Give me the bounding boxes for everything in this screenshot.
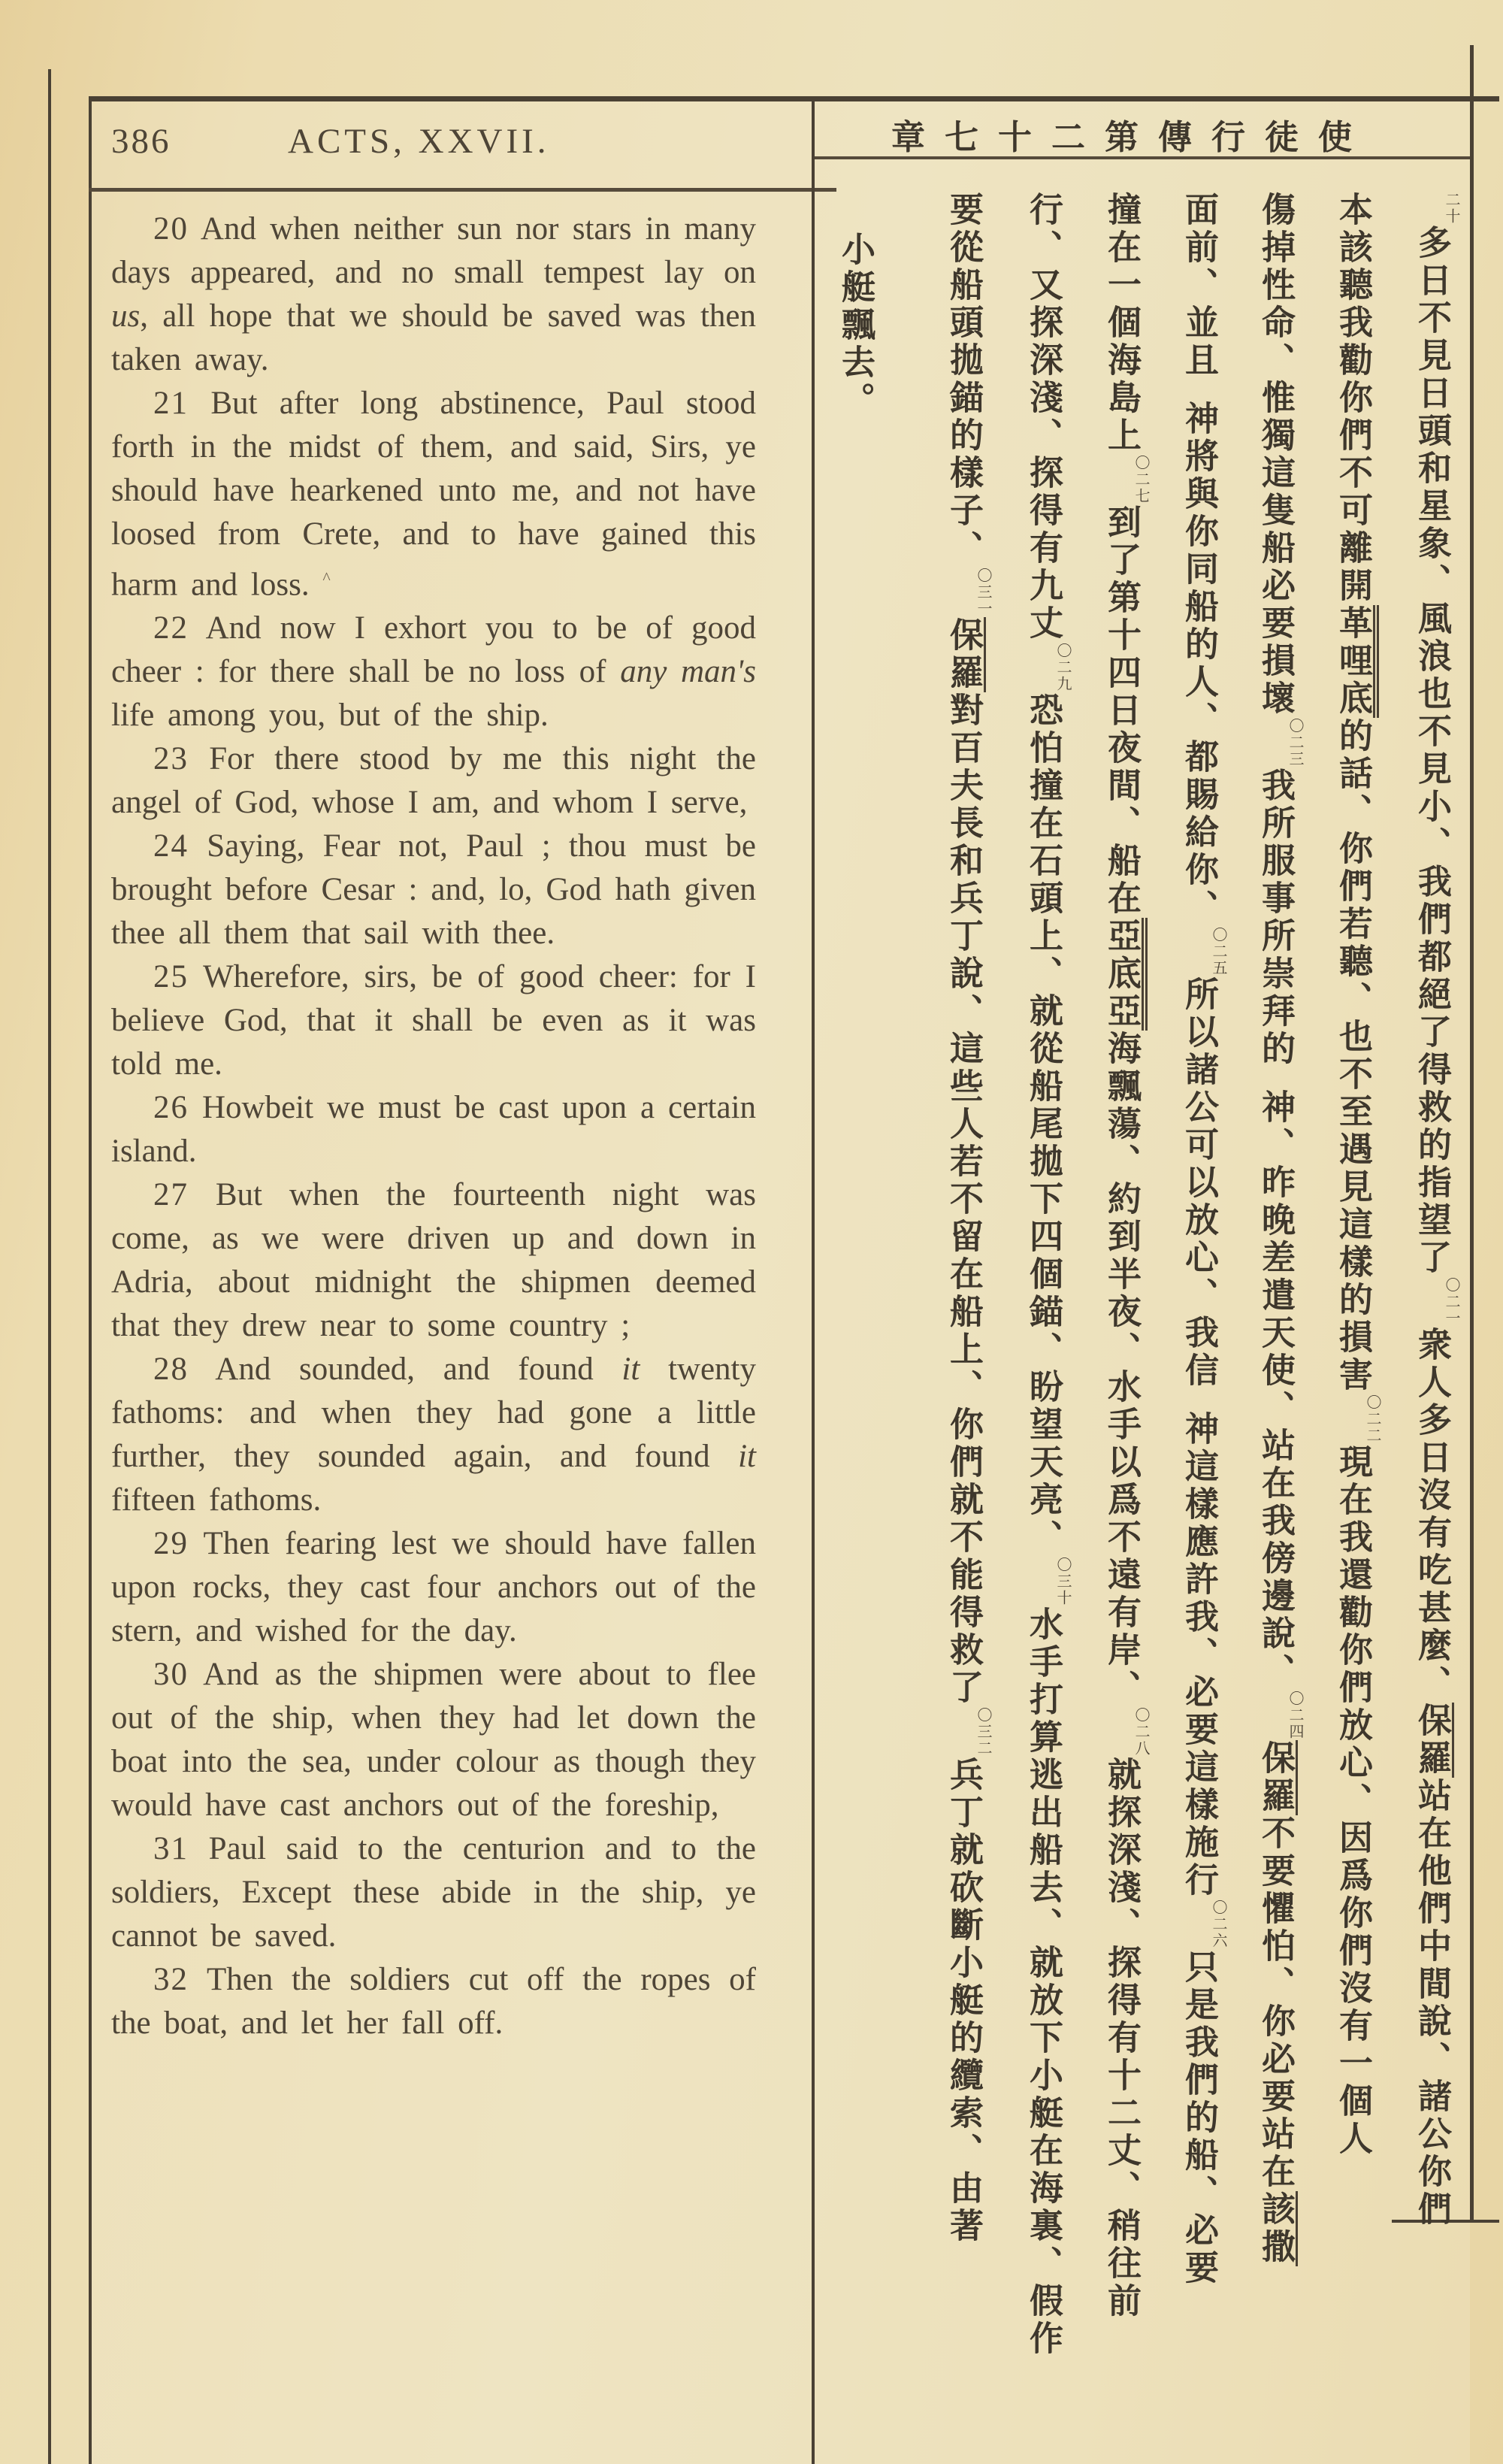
- chinese-text: 要從船頭拋錨的樣子、: [944, 192, 984, 568]
- proper-name: 保羅: [944, 617, 986, 692]
- chinese-text: 只是我們的船、必要: [1179, 1949, 1219, 2287]
- chinese-text: 水手打算逃出船去、就放下小艇在海裏、假作: [1024, 1606, 1063, 2358]
- verse-number: 23: [153, 741, 189, 777]
- verse-text: us: [111, 298, 141, 334]
- verse-number: 32: [153, 1962, 189, 1998]
- verse-number: 29: [153, 1526, 189, 1562]
- chinese-text: 不要懼怕、你必要站在: [1256, 1815, 1296, 2191]
- proper-name: 保羅: [1412, 1703, 1454, 1778]
- chinese-text: 神將與你同船的人、都賜給你、: [1179, 401, 1219, 927]
- verse-text: any man's: [620, 654, 756, 690]
- verse-text: And sounded, and found: [215, 1352, 622, 1388]
- chinese-text: 多日不見日頭和星象、風浪也不見小、我們都絕了得救的指望了: [1412, 225, 1452, 1277]
- chinese-text: 神、昨晚差遣天使、站在我傍邊說、: [1256, 1089, 1296, 1691]
- chinese-column-5: [1100, 192, 1151, 2320]
- verse-number: 31: [153, 1831, 189, 1867]
- verse-number: 24: [153, 828, 189, 864]
- chinese-column-1: [1411, 192, 1461, 2229]
- chinese-text: 神這樣應許我、必要這樣施行: [1179, 1411, 1219, 1899]
- chinese-column-2: [1332, 192, 1382, 2158]
- place-name: 革哩底: [1333, 605, 1379, 718]
- verse-text: , all hope that we should be saved was then taken away.: [111, 298, 756, 377]
- verse-marker: 〇二二: [1364, 1394, 1382, 1444]
- verse-text: And as the shipmen were about to flee out of the ship, when they had let down the boat into the sea, under colour as though they would have cast anchors out of the foreship,: [111, 1657, 756, 1824]
- chinese-text: 行、又探深淺、探得有九丈: [1024, 192, 1063, 643]
- verse-text: fifteen fathoms.: [111, 1482, 322, 1518]
- verse-number: 20: [153, 211, 189, 247]
- verse-marker: 二十: [1443, 192, 1461, 225]
- chinese-column-4: [1178, 192, 1228, 2287]
- chinese-text: 的話、你們若聽、也不至遇見這樣的損害: [1333, 718, 1373, 1394]
- chinese-text: 本該聽我勸你們不可離開: [1333, 192, 1373, 605]
- verse-text: And when neither sun nor stars in many days appeared, and no small tempest lay on: [111, 211, 756, 290]
- chinese-text: 海飄蕩、約到半夜、水手以爲不遠有岸、: [1102, 1031, 1142, 1707]
- chinese-text: 對百夫長和兵丁說、這些人若不留在船上、你們就不能得救了: [944, 692, 984, 1707]
- verse-marker: 〇二四: [1287, 1691, 1305, 1740]
- verse-text: Saying, Fear not, Paul ; thou must be brought before Cesar : and, lo, God hath given thee all them that sail with thee.: [111, 828, 757, 952]
- verse-text: Then the soldiers cut off the ropes of the boat, and let her fall off.: [111, 1962, 756, 2042]
- chinese-text: 恐怕撞在石頭上、就從船尾拋下四個錨、盼望天亮、: [1024, 692, 1063, 1557]
- verse-marker: 〇二九: [1054, 643, 1072, 692]
- chinese-column-8: [834, 232, 876, 419]
- verse-marker: 〇二三: [1287, 718, 1305, 767]
- verse-marker: 〇二七: [1133, 455, 1151, 504]
- verse-text: Wherefore, sirs, be of good cheer: for I believe God, that it shall be even as it was told me.: [111, 959, 757, 1082]
- chinese-text: 站在他們中間說、諸公你們: [1412, 1778, 1452, 2229]
- chinese-text: 面前、並且: [1179, 192, 1219, 380]
- place-name: 亞底亞: [1102, 918, 1148, 1031]
- chinese-text: 傷掉性命、惟獨這隻船必要損壞: [1256, 192, 1296, 718]
- honorific-gap: [1275, 1068, 1276, 1089]
- running-head-english: ACTS, XXVII.: [288, 122, 550, 161]
- verse-marker: 〇二八: [1133, 1707, 1151, 1757]
- proper-name: 保羅: [1256, 1740, 1298, 1815]
- verse-text: But after long abstinence, Paul stood forth in the midst of them, and said, Sirs, ye should have hearkened unto me, and not have loosed from Crete, and to have gained this harm and loss.: [111, 386, 757, 603]
- verse-text: Then fearing lest we should have fallen upon rocks, they cast four anchors out of the stern, and wished for the day.: [111, 1526, 756, 1649]
- page-number: 386: [111, 122, 171, 161]
- honorific-gap: [1198, 380, 1199, 401]
- verse-number: 22: [153, 610, 189, 646]
- verse-number: 26: [153, 1090, 189, 1126]
- verse-marker: 〇二五: [1210, 927, 1228, 976]
- verse-text: And now I exhort you to be of good cheer : for there shall be no loss of: [111, 610, 756, 690]
- chinese-text: 小艇飄去。: [836, 232, 875, 419]
- verse-marker: 〇三一: [975, 568, 993, 617]
- reference-mark: ^: [322, 568, 331, 587]
- verse-text: it: [621, 1352, 640, 1388]
- chinese-column-6: [1022, 192, 1072, 2358]
- verse-number: 27: [153, 1177, 189, 1213]
- verse-marker: 〇三十: [1054, 1557, 1072, 1606]
- chinese-text: 就探深淺、探得有十二丈、稍往前: [1102, 1757, 1142, 2320]
- verse-number: 28: [153, 1352, 189, 1388]
- verse-text: twenty fathoms: and when they had gone a little further, they sounded again, and found: [111, 1352, 756, 1475]
- verse-text: But when the fourteenth night was come, as we were driven up and down in Adria, about midnight the shipmen deemed that they drew near to some country ;: [111, 1177, 756, 1344]
- chinese-column-7: [942, 192, 993, 2245]
- verse-marker: 〇三二: [975, 1707, 993, 1757]
- verse-text: it: [738, 1439, 756, 1475]
- chinese-column-3: [1254, 192, 1305, 2266]
- verse-number: 21: [153, 386, 189, 421]
- verse-marker: 〇二六: [1210, 1899, 1228, 1949]
- verse-text: For there stood by me this night the angel of God, whose I am, and whom I serve,: [111, 741, 757, 821]
- verse-text: life among you, but of the ship.: [111, 698, 549, 734]
- proper-name: 該撒: [1256, 2191, 1298, 2266]
- verse-number: 25: [153, 959, 189, 995]
- chinese-text: 所以諸公可以放心、我信: [1179, 976, 1219, 1390]
- verse-marker: 〇二一: [1443, 1277, 1461, 1327]
- chinese-text: 現在我還勸你們放心、因爲你們沒有一個人: [1333, 1444, 1373, 2158]
- chinese-text: 兵丁就砍斷小艇的纜索、由著: [944, 1757, 984, 2245]
- verse-text: Paul said to the centurion and to the soldiers, Except these abide in the ship, ye cannot be saved.: [111, 1831, 757, 1954]
- chinese-text: 衆人多日沒有吃甚麼、: [1412, 1327, 1452, 1703]
- verse-number: 30: [153, 1657, 189, 1693]
- verse-text: Howbeit we must be cast upon a certain island.: [111, 1090, 757, 1170]
- honorific-gap: [1198, 1390, 1199, 1411]
- running-head-chinese: 章七十二第傳行徒使: [891, 117, 1372, 157]
- chinese-text: 到了第十四日夜間、船在: [1102, 504, 1142, 918]
- chinese-text: 撞在一個海島上: [1102, 192, 1142, 455]
- chinese-text: 我所服事所崇拜的: [1256, 767, 1296, 1068]
